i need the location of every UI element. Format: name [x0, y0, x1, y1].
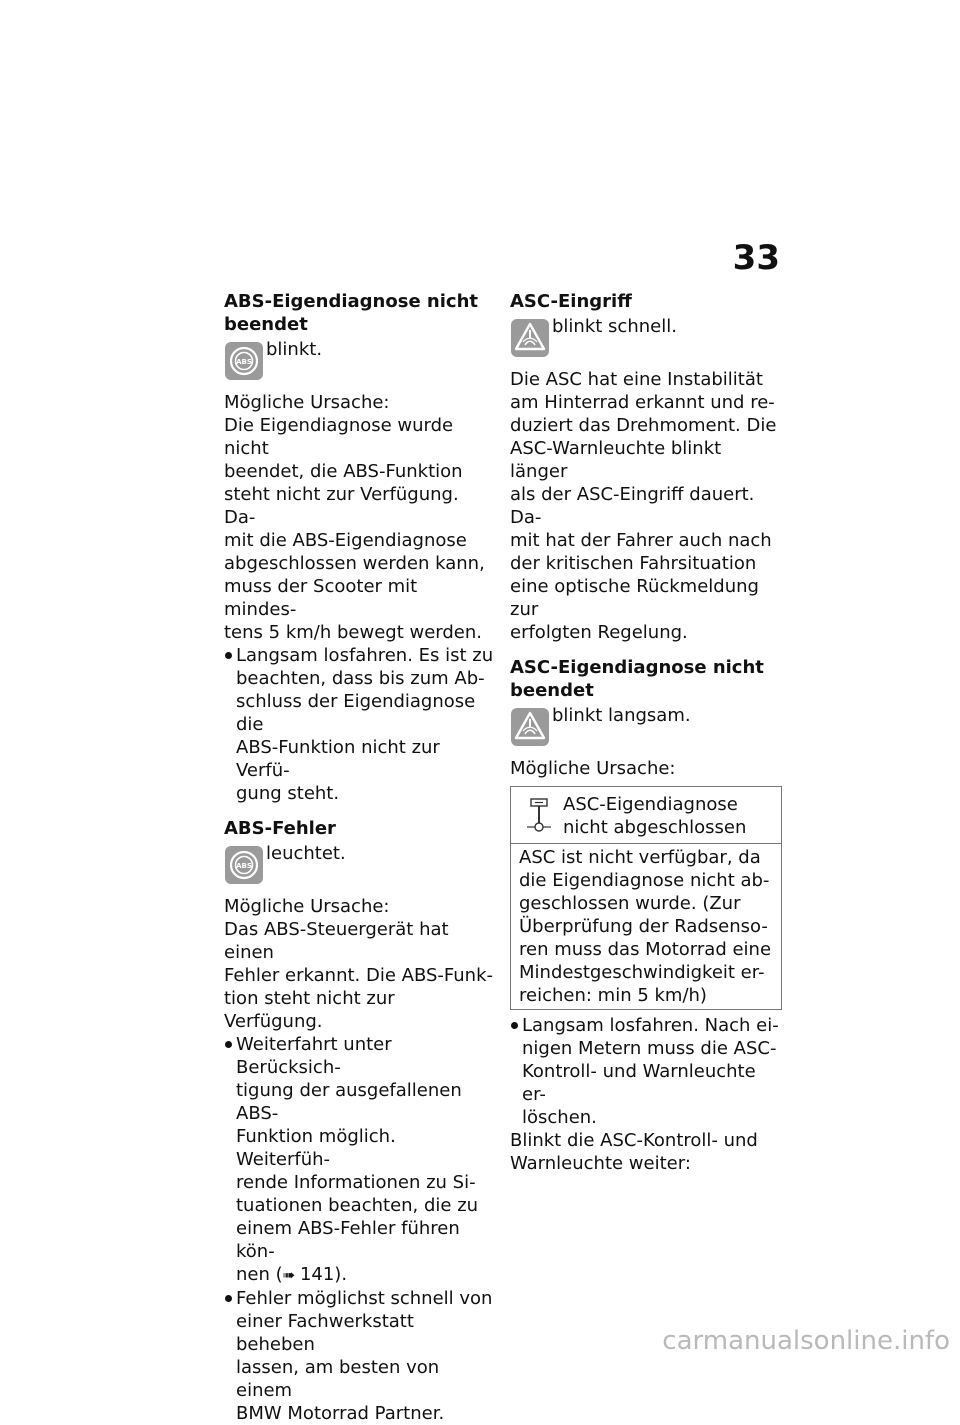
diagnosis-table: [510, 786, 782, 1010]
list-item: Weiterfahrt unter Berücksich- tigung der ausgefallenen ABS- Funktion möglich. Weiterfüh- rende Informationen zu Si- tuationen beachten, die zu einem ABS-Fehler führen kön- nen (➠ 141).: [224, 1033, 494, 1287]
wrench-diagnostic-icon: [525, 795, 555, 835]
asc-indicator-row: [510, 315, 782, 358]
cause-label: Mögliche Ursache:: [224, 392, 390, 413]
section-title-abs-fault: ABS-Fehler: [224, 818, 336, 839]
indicator-status-text: blinkt.: [266, 339, 323, 360]
abs-warning-icon: [224, 845, 264, 885]
cause-description: Das ABS-Steuergerät hat einen Fehler erkannt. Die ABS-Funk- tion steht nicht zur Verfügung.: [224, 919, 494, 1032]
section-title-asc-self-diagnosis: ASC-Eigendiagnose nicht beendet: [510, 657, 764, 701]
closing-text: Blinkt die ASC-Kontroll- und Warnleuchte weiter:: [510, 1130, 758, 1174]
abs-indicator-row: [224, 338, 494, 381]
list-item: Fehler möglichst schnell von einer Fachwerkstatt beheben lassen, am besten von einem BMW Motorrad Partner.: [224, 1287, 494, 1425]
table-body: ASC ist nicht verfügbar, da die Eigendiagnose nicht ab- geschlossen wurde. (Zur Überprüfung der Radsenso- ren muss das Motorrad eine Mindestgeschwindigkeit er- reichen: min 5 km/h): [519, 847, 772, 1006]
indicator-status-text: blinkt langsam.: [552, 705, 691, 726]
table-header-text: ASC-Eigendiagnose nicht abgeschlossen: [563, 794, 747, 838]
left-column: [224, 288, 494, 1425]
cause-label: Mögliche Ursache:: [510, 758, 676, 779]
asc-warning-triangle-icon: [510, 318, 550, 358]
list-item: Langsam losfahren. Nach ei- nigen Metern muss die ASC- Kontroll- und Warnleuchte er- löschen.: [510, 1014, 782, 1129]
page-reference-arrow-icon: ➠: [282, 1266, 295, 1284]
asc-description: Die ASC hat eine Instabilität am Hinterrad erkannt und re- duziert das Drehmoment. Die ASC-Warnleuchte blinkt länger als der ASC-Eingriff dauert. Da- mit hat der Fahrer auch nach der kritischen Fahrsituation eine optische Rückmeldung zur erfolgten Regelung.: [510, 369, 777, 643]
section-title-asc-intervention: ASC-Eingriff: [510, 291, 632, 312]
abs-warning-icon: [224, 341, 264, 381]
watermark: carmanualsonline.info: [662, 1326, 950, 1356]
section-title-abs-self-diagnosis: ABS-Eigendiagnose nicht beendet: [224, 291, 478, 335]
svg-text:ABS: ABS: [236, 358, 252, 366]
cause-label: Mögliche Ursache:: [224, 896, 390, 917]
cause-description: Die Eigendiagnose wurde nicht beendet, die ABS-Funktion steht nicht zur Verfügung. Da- mit die ABS-Eigendiagnose abgeschlossen werden kann, muss der Scooter mit mindes- tens 5 km/h bewegt werden.: [224, 415, 485, 643]
page-number: 33: [732, 238, 780, 278]
asc-warning-triangle-icon: [510, 707, 550, 747]
indicator-status-text: blinkt schnell.: [552, 316, 677, 337]
indicator-status-text: leuchtet.: [266, 843, 346, 864]
right-column: [510, 288, 782, 1175]
asc-indicator-row: [510, 704, 782, 747]
svg-text:ABS: ABS: [236, 862, 252, 870]
list-item: Langsam losfahren. Es ist zu beachten, dass bis zum Ab- schluss der Eigendiagnose die ABS-Funktion nicht zur Verfü- gung steht.: [224, 644, 494, 805]
page-reference[interactable]: nen (➠ 141).: [236, 1264, 348, 1285]
action-list: [224, 1033, 494, 1425]
table-header: [511, 787, 781, 844]
action-list: [224, 644, 494, 805]
action-list: [510, 1014, 782, 1129]
abs-indicator-row: [224, 842, 494, 885]
